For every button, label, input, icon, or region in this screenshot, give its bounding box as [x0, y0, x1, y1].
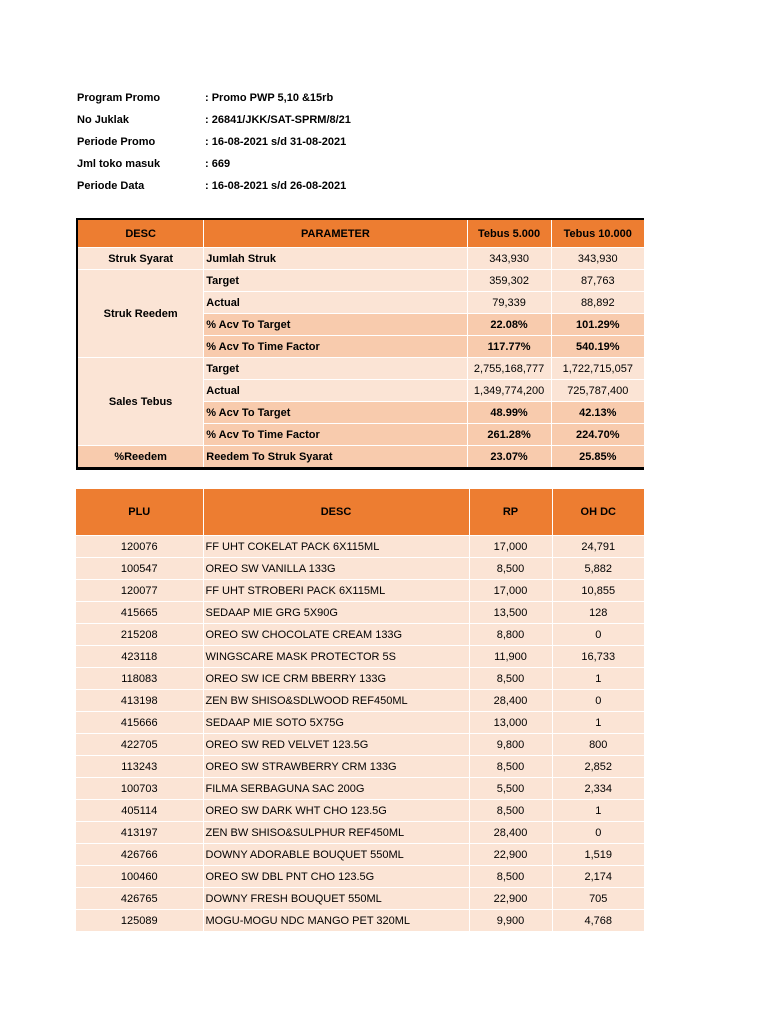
plu-cell: 100703: [76, 778, 203, 800]
desc-cell: ZEN BW SHISO&SULPHUR REF450ML: [203, 822, 469, 844]
parameter-cell: Actual: [204, 380, 467, 402]
parameter-cell: % Acv To Time Factor: [204, 424, 467, 446]
product-table: [76, 489, 644, 931]
table-row: [76, 778, 644, 800]
table-row: [76, 712, 644, 734]
info-value: : 16-08-2021 s/d 31-08-2021: [205, 136, 347, 148]
table-row: [77, 446, 644, 469]
plu-cell: 125089: [76, 910, 203, 932]
price-cell: 28,400: [469, 690, 552, 712]
plu-cell: 415666: [76, 712, 203, 734]
value-cell: 1,722,715,057: [551, 358, 644, 380]
plu-cell: 118083: [76, 668, 203, 690]
table-row: [76, 888, 644, 910]
stock-cell: 5,882: [552, 558, 644, 580]
price-cell: 22,900: [469, 844, 552, 866]
value-cell: 87,763: [551, 270, 644, 292]
promo-info-block: [77, 87, 351, 197]
info-label: Jml toko masuk: [77, 158, 161, 170]
parameter-cell: Target: [204, 358, 467, 380]
plu-cell: 120077: [76, 580, 203, 602]
column-header: OH DC: [552, 489, 644, 536]
plu-cell: 405114: [76, 800, 203, 822]
table-row: [76, 602, 644, 624]
stock-cell: 0: [552, 624, 644, 646]
parameter-cell: % Acv To Target: [204, 314, 467, 336]
price-cell: 5,500: [469, 778, 552, 800]
stock-cell: 0: [552, 690, 644, 712]
desc-cell: DOWNY FRESH BOUQUET 550ML: [203, 888, 469, 910]
value-cell: 79,339: [467, 292, 551, 314]
stock-cell: 128: [552, 602, 644, 624]
stock-cell: 1,519: [552, 844, 644, 866]
table-row: [76, 910, 644, 932]
table-row: [76, 558, 644, 580]
group-desc: Sales Tebus: [77, 358, 204, 446]
group-desc: Struk Reedem: [77, 270, 204, 358]
value-cell: 101.29%: [551, 314, 644, 336]
value-cell: 42.13%: [551, 402, 644, 424]
table-row: [76, 756, 644, 778]
info-label: Periode Promo: [77, 136, 156, 148]
value-cell: 343,930: [551, 248, 644, 270]
stock-cell: 16,733: [552, 646, 644, 668]
value-cell: 117.77%: [467, 336, 551, 358]
plu-cell: 426765: [76, 888, 203, 910]
column-header: Tebus 5.000: [467, 219, 551, 248]
desc-cell: OREO SW CHOCOLATE CREAM 133G: [203, 624, 469, 646]
price-cell: 8,800: [469, 624, 552, 646]
desc-cell: FILMA SERBAGUNA SAC 200G: [203, 778, 469, 800]
desc-cell: ZEN BW SHISO&SDLWOOD REF450ML: [203, 690, 469, 712]
column-header: DESC: [203, 489, 469, 536]
info-row-no-juklak: [77, 109, 351, 131]
stock-cell: 705: [552, 888, 644, 910]
value-cell: 23.07%: [467, 446, 551, 469]
stock-cell: 2,852: [552, 756, 644, 778]
table-row: [76, 646, 644, 668]
info-row-jml-toko: [77, 153, 351, 175]
group-desc: Struk Syarat: [77, 248, 204, 270]
table-row: [76, 866, 644, 888]
info-label: Periode Data: [77, 180, 145, 192]
stock-cell: 4,768: [552, 910, 644, 932]
value-cell: 48.99%: [467, 402, 551, 424]
price-cell: 13,500: [469, 602, 552, 624]
summary-header-row: [77, 219, 644, 248]
info-value: : 26841/JKK/SAT-SPRM/8/21: [205, 114, 351, 126]
value-cell: 224.70%: [551, 424, 644, 446]
price-cell: 8,500: [469, 756, 552, 778]
value-cell: 25.85%: [551, 446, 644, 469]
table-row: [76, 536, 644, 558]
price-cell: 8,500: [469, 800, 552, 822]
info-value: : 16-08-2021 s/d 26-08-2021: [205, 180, 347, 192]
stock-cell: 2,334: [552, 778, 644, 800]
parameter-cell: % Acv To Time Factor: [204, 336, 467, 358]
table-row: [77, 270, 644, 292]
desc-cell: MOGU-MOGU NDC MANGO PET 320ML: [203, 910, 469, 932]
price-cell: 11,900: [469, 646, 552, 668]
table-row: [77, 358, 644, 380]
table-row: [76, 624, 644, 646]
price-cell: 17,000: [469, 580, 552, 602]
info-row-periode-promo: [77, 131, 351, 153]
parameter-cell: Actual: [204, 292, 467, 314]
stock-cell: 800: [552, 734, 644, 756]
plu-cell: 423118: [76, 646, 203, 668]
plu-cell: 100547: [76, 558, 203, 580]
desc-cell: SEDAAP MIE GRG 5X90G: [203, 602, 469, 624]
plu-cell: 215208: [76, 624, 203, 646]
price-cell: 13,000: [469, 712, 552, 734]
stock-cell: 1: [552, 668, 644, 690]
stock-cell: 2,174: [552, 866, 644, 888]
plu-cell: 413198: [76, 690, 203, 712]
value-cell: 359,302: [467, 270, 551, 292]
value-cell: 2,755,168,777: [467, 358, 551, 380]
column-header: RP: [469, 489, 552, 536]
price-cell: 8,500: [469, 558, 552, 580]
value-cell: 540.19%: [551, 336, 644, 358]
table-row: [76, 668, 644, 690]
stock-cell: 0: [552, 822, 644, 844]
column-header: Tebus 10.000: [551, 219, 644, 248]
table-row: [76, 800, 644, 822]
column-header: PARAMETER: [204, 219, 467, 248]
desc-cell: OREO SW STRAWBERRY CRM 133G: [203, 756, 469, 778]
desc-cell: WINGSCARE MASK PROTECTOR 5S: [203, 646, 469, 668]
plu-cell: 113243: [76, 756, 203, 778]
desc-cell: FF UHT STROBERI PACK 6X115ML: [203, 580, 469, 602]
value-cell: 88,892: [551, 292, 644, 314]
desc-cell: OREO SW DARK WHT CHO 123.5G: [203, 800, 469, 822]
price-cell: 28,400: [469, 822, 552, 844]
info-row-program-promo: [77, 87, 351, 109]
value-cell: 725,787,400: [551, 380, 644, 402]
desc-cell: FF UHT COKELAT PACK 6X115ML: [203, 536, 469, 558]
info-label: Program Promo: [77, 92, 161, 104]
table-row: [76, 734, 644, 756]
desc-cell: OREO SW RED VELVET 123.5G: [203, 734, 469, 756]
info-label: No Juklak: [77, 114, 129, 126]
plu-cell: 415665: [76, 602, 203, 624]
plu-cell: 426766: [76, 844, 203, 866]
price-cell: 8,500: [469, 668, 552, 690]
desc-cell: OREO SW ICE CRM BBERRY 133G: [203, 668, 469, 690]
price-cell: 9,900: [469, 910, 552, 932]
value-cell: 261.28%: [467, 424, 551, 446]
column-header: PLU: [76, 489, 203, 536]
parameter-cell: % Acv To Target: [204, 402, 467, 424]
stock-cell: 1: [552, 800, 644, 822]
plu-cell: 422705: [76, 734, 203, 756]
price-cell: 17,000: [469, 536, 552, 558]
stock-cell: 1: [552, 712, 644, 734]
desc-cell: DOWNY ADORABLE BOUQUET 550ML: [203, 844, 469, 866]
parameter-cell: Reedem To Struk Syarat: [204, 446, 467, 469]
price-cell: 9,800: [469, 734, 552, 756]
plu-cell: 120076: [76, 536, 203, 558]
info-value: : 669: [205, 158, 231, 170]
info-row-periode-data: [77, 175, 351, 197]
product-body: [76, 536, 644, 932]
price-cell: 22,900: [469, 888, 552, 910]
table-row: [76, 822, 644, 844]
summary-table: [76, 218, 644, 470]
price-cell: 8,500: [469, 866, 552, 888]
table-row: [76, 580, 644, 602]
table-row: [77, 248, 644, 270]
table-row: [76, 690, 644, 712]
desc-cell: OREO SW VANILLA 133G: [203, 558, 469, 580]
desc-cell: OREO SW DBL PNT CHO 123.5G: [203, 866, 469, 888]
stock-cell: 24,791: [552, 536, 644, 558]
product-header-row: [76, 489, 644, 536]
column-header: DESC: [77, 219, 204, 248]
plu-cell: 413197: [76, 822, 203, 844]
group-desc: %Reedem: [77, 446, 204, 469]
info-value: : Promo PWP 5,10 &15rb: [205, 92, 334, 104]
value-cell: 22.08%: [467, 314, 551, 336]
plu-cell: 100460: [76, 866, 203, 888]
desc-cell: SEDAAP MIE SOTO 5X75G: [203, 712, 469, 734]
value-cell: 1,349,774,200: [467, 380, 551, 402]
parameter-cell: Jumlah Struk: [204, 248, 467, 270]
table-row: [76, 844, 644, 866]
parameter-cell: Target: [204, 270, 467, 292]
stock-cell: 10,855: [552, 580, 644, 602]
value-cell: 343,930: [467, 248, 551, 270]
